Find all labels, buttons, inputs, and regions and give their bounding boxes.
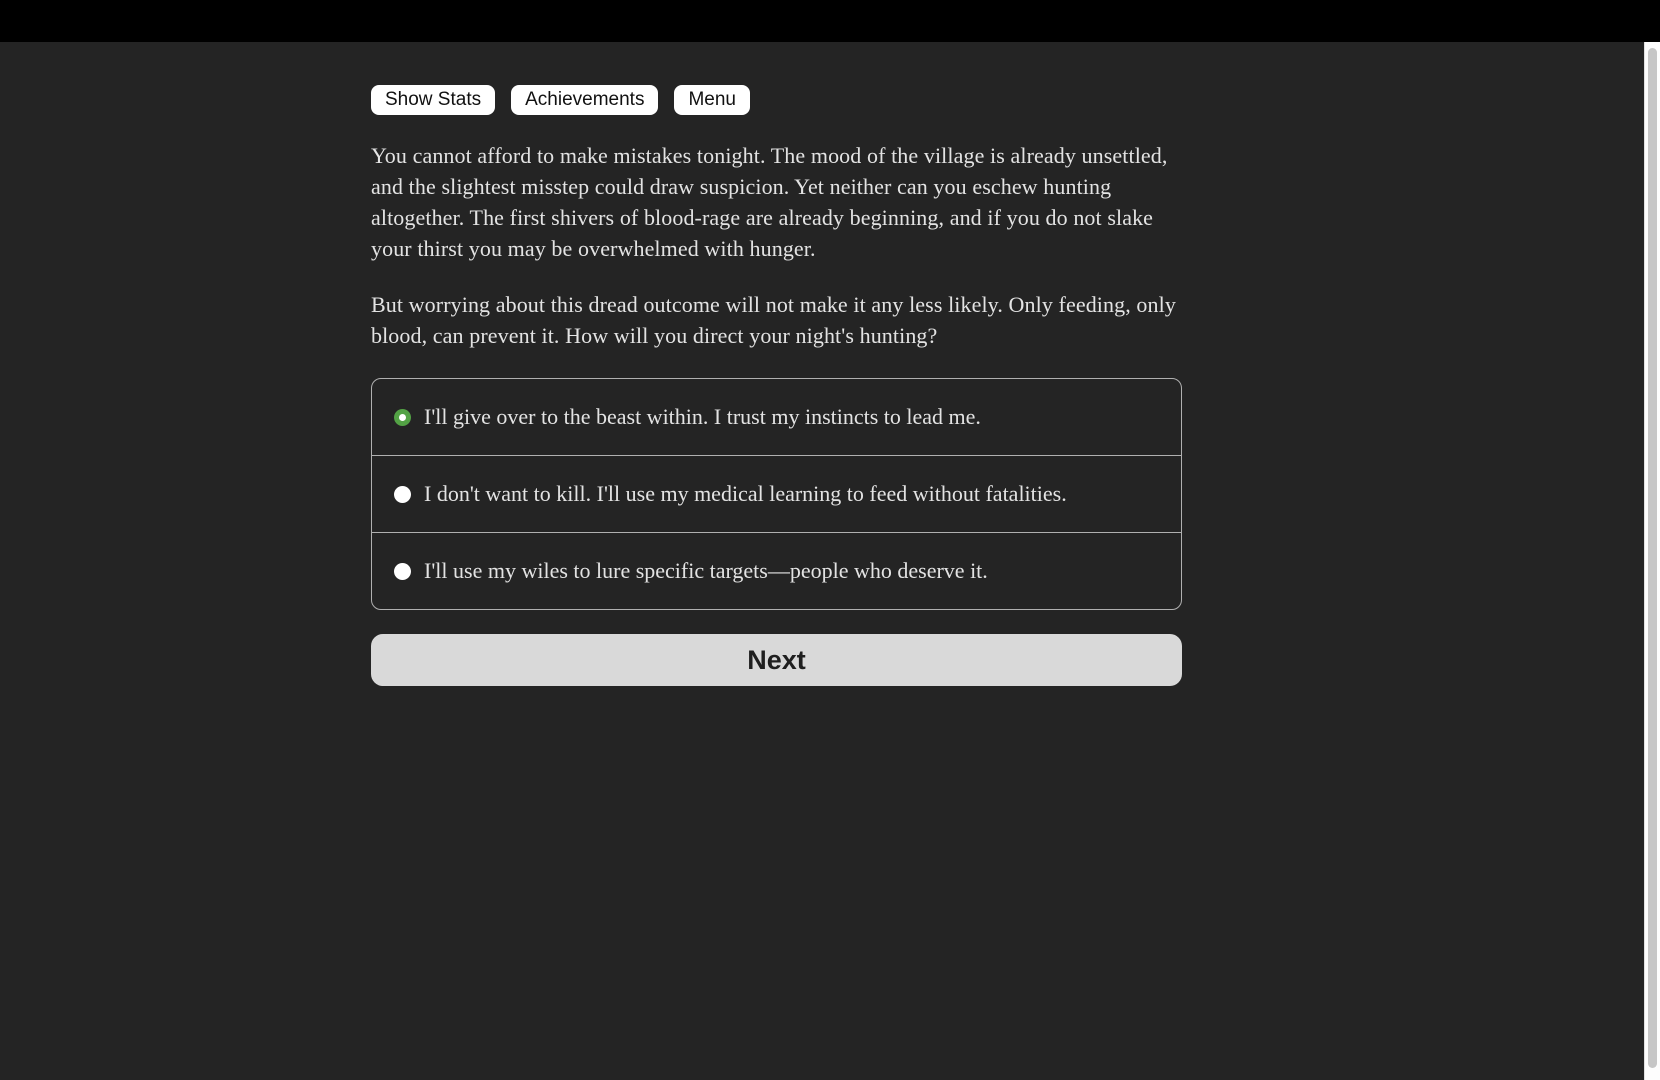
menu-button[interactable]: Menu [674,85,750,115]
radio-button-icon[interactable] [394,486,411,503]
achievements-button[interactable]: Achievements [511,85,658,115]
show-stats-button[interactable]: Show Stats [371,85,495,115]
top-black-bar [0,0,1660,42]
game-content [371,42,1182,686]
next-button[interactable]: Next [371,634,1182,686]
toolbar [371,85,1182,115]
radio-button-icon[interactable] [394,563,411,580]
scrollbar-thumb[interactable] [1648,48,1657,1068]
choice-option-2[interactable] [372,455,1181,532]
radio-button-icon[interactable] [394,409,411,426]
choice-group [371,378,1182,610]
choice-option-3[interactable] [372,532,1181,609]
scrollbar-track[interactable] [1644,42,1660,1080]
story-paragraph-1: You cannot afford to make mistakes tonight. The mood of the village is already unsettled, and the slightest misstep could draw suspicion. Yet neither can you eschew hunting altogether. The first shivers of blood-rage are already beginning, and if you do not slake your thirst you may be overwhelmed with hunger. [371,143,1168,261]
choice-option-1[interactable] [372,379,1181,455]
choice-option-label: I don't want to kill. I'll use my medical learning to feed without fatalities. [424,481,1067,506]
choice-option-label: I'll give over to the beast within. I trust my instincts to lead me. [424,404,981,429]
story-paragraph-2: But worrying about this dread outcome will not make it any less likely. Only feeding, only blood, can prevent it. How will you direct your night's hunting? [371,292,1176,348]
choice-option-label: I'll use my wiles to lure specific targets—people who deserve it. [424,558,988,583]
